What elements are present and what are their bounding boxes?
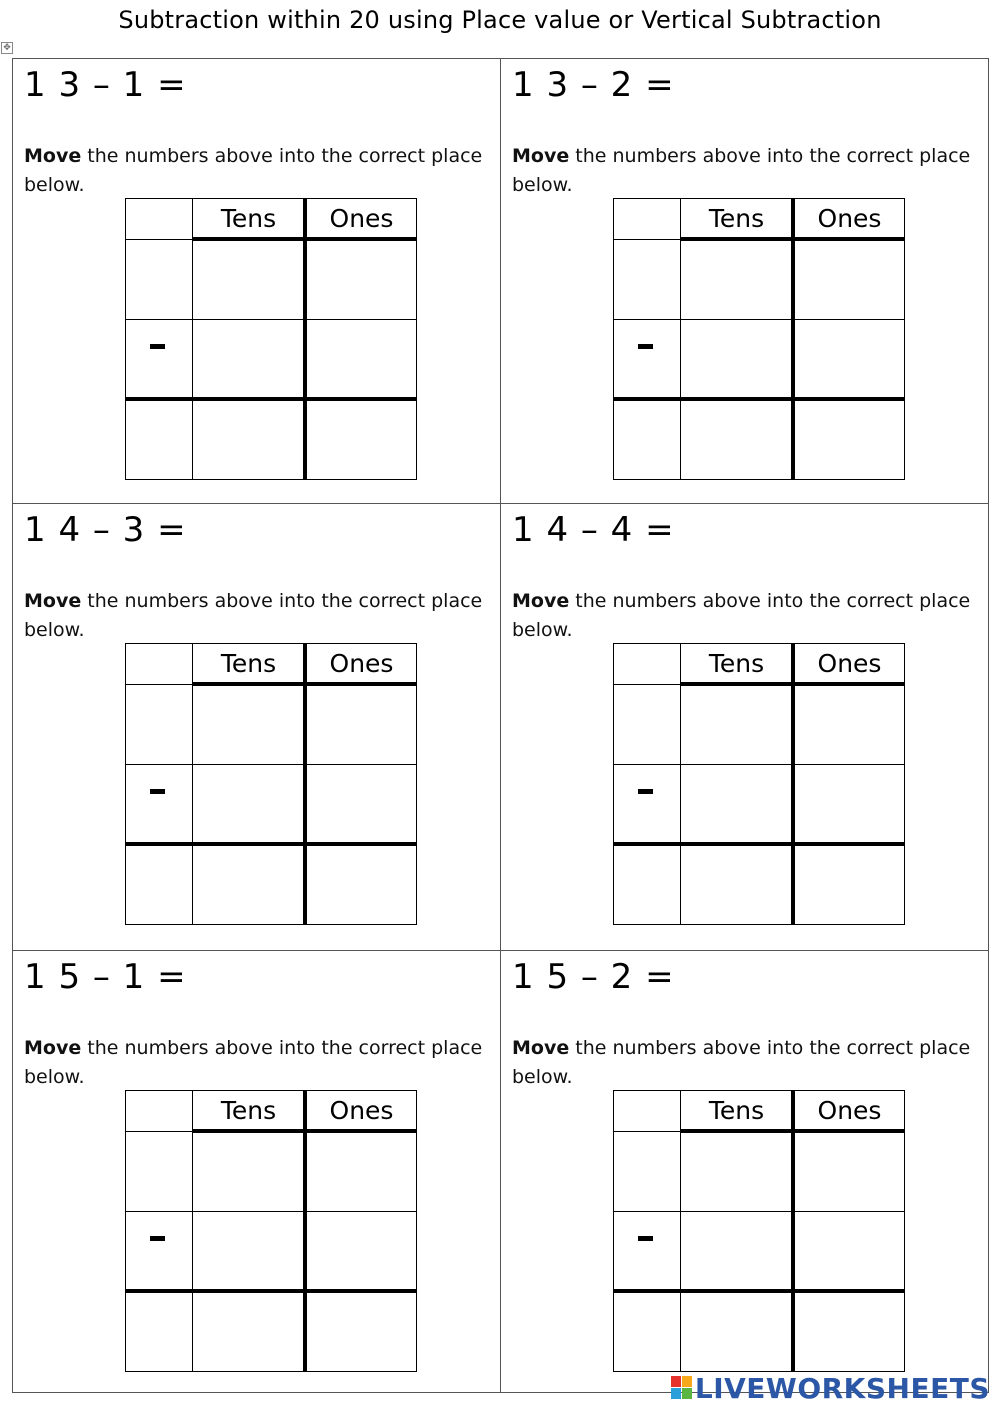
- problem-cell: [13, 951, 501, 1392]
- instruction-text: the numbers above into the correct place below.: [24, 590, 483, 641]
- divider: [126, 684, 192, 685]
- divider: [614, 239, 680, 240]
- ones-slot-top[interactable]: [307, 241, 416, 319]
- divider: [126, 1131, 192, 1132]
- instruction-text: the numbers above into the correct place below.: [512, 145, 971, 196]
- instruction-text: the numbers above into the correct place below.: [512, 590, 971, 641]
- instructions: [512, 587, 982, 645]
- equation: 1 4 – 4 =: [512, 510, 675, 550]
- minus-sign: [638, 344, 653, 349]
- tens-slot-answer[interactable]: [681, 401, 791, 479]
- instruction-text: the numbers above into the correct place below.: [512, 1037, 971, 1088]
- ones-slot-answer[interactable]: [307, 401, 416, 479]
- liveworksheets-logo-icon: [671, 1376, 693, 1400]
- instruction-bold: Move: [512, 145, 570, 167]
- divider: [614, 1131, 680, 1132]
- problem-cell: [13, 504, 501, 951]
- tens-slot-middle[interactable]: [193, 1212, 303, 1289]
- tens-slot-middle[interactable]: [193, 320, 303, 397]
- tens-slot-top[interactable]: [681, 1133, 791, 1211]
- ones-slot-answer[interactable]: [795, 846, 904, 924]
- tens-slot-answer[interactable]: [193, 1293, 303, 1371]
- place-value-table: [613, 643, 905, 925]
- tens-slot-top[interactable]: [193, 686, 303, 764]
- tens-header: Tens: [220, 204, 277, 233]
- ones-slot-answer[interactable]: [307, 1293, 416, 1371]
- ones-slot-answer[interactable]: [307, 846, 416, 924]
- place-value-table: [125, 643, 417, 925]
- instructions: [512, 142, 982, 200]
- equation: 1 3 – 2 =: [512, 65, 675, 105]
- minus-sign: [150, 789, 165, 794]
- divider: [126, 239, 192, 240]
- equation: 1 3 – 1 =: [24, 65, 187, 105]
- ones-header: Ones: [817, 204, 882, 233]
- instructions: [24, 1034, 494, 1092]
- problem-cell: [501, 59, 988, 504]
- tens-slot-middle[interactable]: [681, 1212, 791, 1289]
- place-value-table: [613, 1090, 905, 1372]
- tens-slot-middle[interactable]: [193, 765, 303, 842]
- equation: 1 5 – 2 =: [512, 957, 675, 997]
- minus-sign: [150, 1236, 165, 1241]
- instructions: [24, 142, 494, 200]
- liveworksheets-watermark: [671, 1373, 990, 1403]
- instruction-bold: Move: [512, 590, 570, 612]
- tens-slot-top[interactable]: [681, 686, 791, 764]
- problem-cell: [501, 504, 988, 951]
- problem-cell: [13, 59, 501, 504]
- ones-slot-middle[interactable]: [307, 1212, 416, 1289]
- ones-header: Ones: [817, 649, 882, 678]
- place-value-table: [613, 198, 905, 480]
- tens-header: Tens: [220, 1096, 277, 1125]
- ones-slot-middle[interactable]: [307, 320, 416, 397]
- ones-slot-top[interactable]: [307, 686, 416, 764]
- tens-header: Tens: [708, 649, 765, 678]
- tens-slot-answer[interactable]: [193, 401, 303, 479]
- instruction-bold: Move: [24, 145, 82, 167]
- watermark-text: LIVEWORKSHEETS: [694, 1371, 990, 1405]
- equation: 1 4 – 3 =: [24, 510, 187, 550]
- ones-slot-middle[interactable]: [795, 320, 904, 397]
- ones-slot-top[interactable]: [795, 1133, 904, 1211]
- minus-sign: [638, 1236, 653, 1241]
- place-value-table: [125, 1090, 417, 1372]
- tens-slot-answer[interactable]: [193, 846, 303, 924]
- worksheet-grid: [12, 58, 989, 1393]
- ones-slot-top[interactable]: [307, 1133, 416, 1211]
- tens-slot-middle[interactable]: [681, 765, 791, 842]
- minus-sign: [638, 789, 653, 794]
- divider: [614, 684, 680, 685]
- ones-slot-top[interactable]: [795, 241, 904, 319]
- ones-header: Ones: [817, 1096, 882, 1125]
- page-title: Subtraction within 20 using Place value or Vertical Subtraction: [118, 6, 882, 34]
- ones-header: Ones: [329, 204, 394, 233]
- tens-slot-answer[interactable]: [681, 1293, 791, 1371]
- tens-header: Tens: [708, 1096, 765, 1125]
- ones-slot-answer[interactable]: [795, 401, 904, 479]
- ones-header: Ones: [329, 1096, 394, 1125]
- minus-sign: [150, 344, 165, 349]
- place-value-table: [125, 198, 417, 480]
- problem-cell: [501, 951, 988, 1392]
- instruction-text: the numbers above into the correct place below.: [24, 145, 483, 196]
- instructions: [512, 1034, 982, 1092]
- move-cross-icon[interactable]: ✥: [1, 42, 13, 54]
- ones-slot-middle[interactable]: [307, 765, 416, 842]
- tens-header: Tens: [708, 204, 765, 233]
- ones-slot-middle[interactable]: [795, 765, 904, 842]
- tens-slot-top[interactable]: [193, 1133, 303, 1211]
- ones-header: Ones: [329, 649, 394, 678]
- instruction-bold: Move: [24, 590, 82, 612]
- tens-slot-top[interactable]: [681, 241, 791, 319]
- tens-slot-answer[interactable]: [681, 846, 791, 924]
- tens-slot-top[interactable]: [193, 241, 303, 319]
- instructions: [24, 587, 494, 645]
- tens-slot-middle[interactable]: [681, 320, 791, 397]
- instruction-bold: Move: [512, 1037, 570, 1059]
- ones-slot-answer[interactable]: [795, 1293, 904, 1371]
- instruction-text: the numbers above into the correct place below.: [24, 1037, 483, 1088]
- equation: 1 5 – 1 =: [24, 957, 187, 997]
- ones-slot-middle[interactable]: [795, 1212, 904, 1289]
- instruction-bold: Move: [24, 1037, 82, 1059]
- tens-header: Tens: [220, 649, 277, 678]
- ones-slot-top[interactable]: [795, 686, 904, 764]
